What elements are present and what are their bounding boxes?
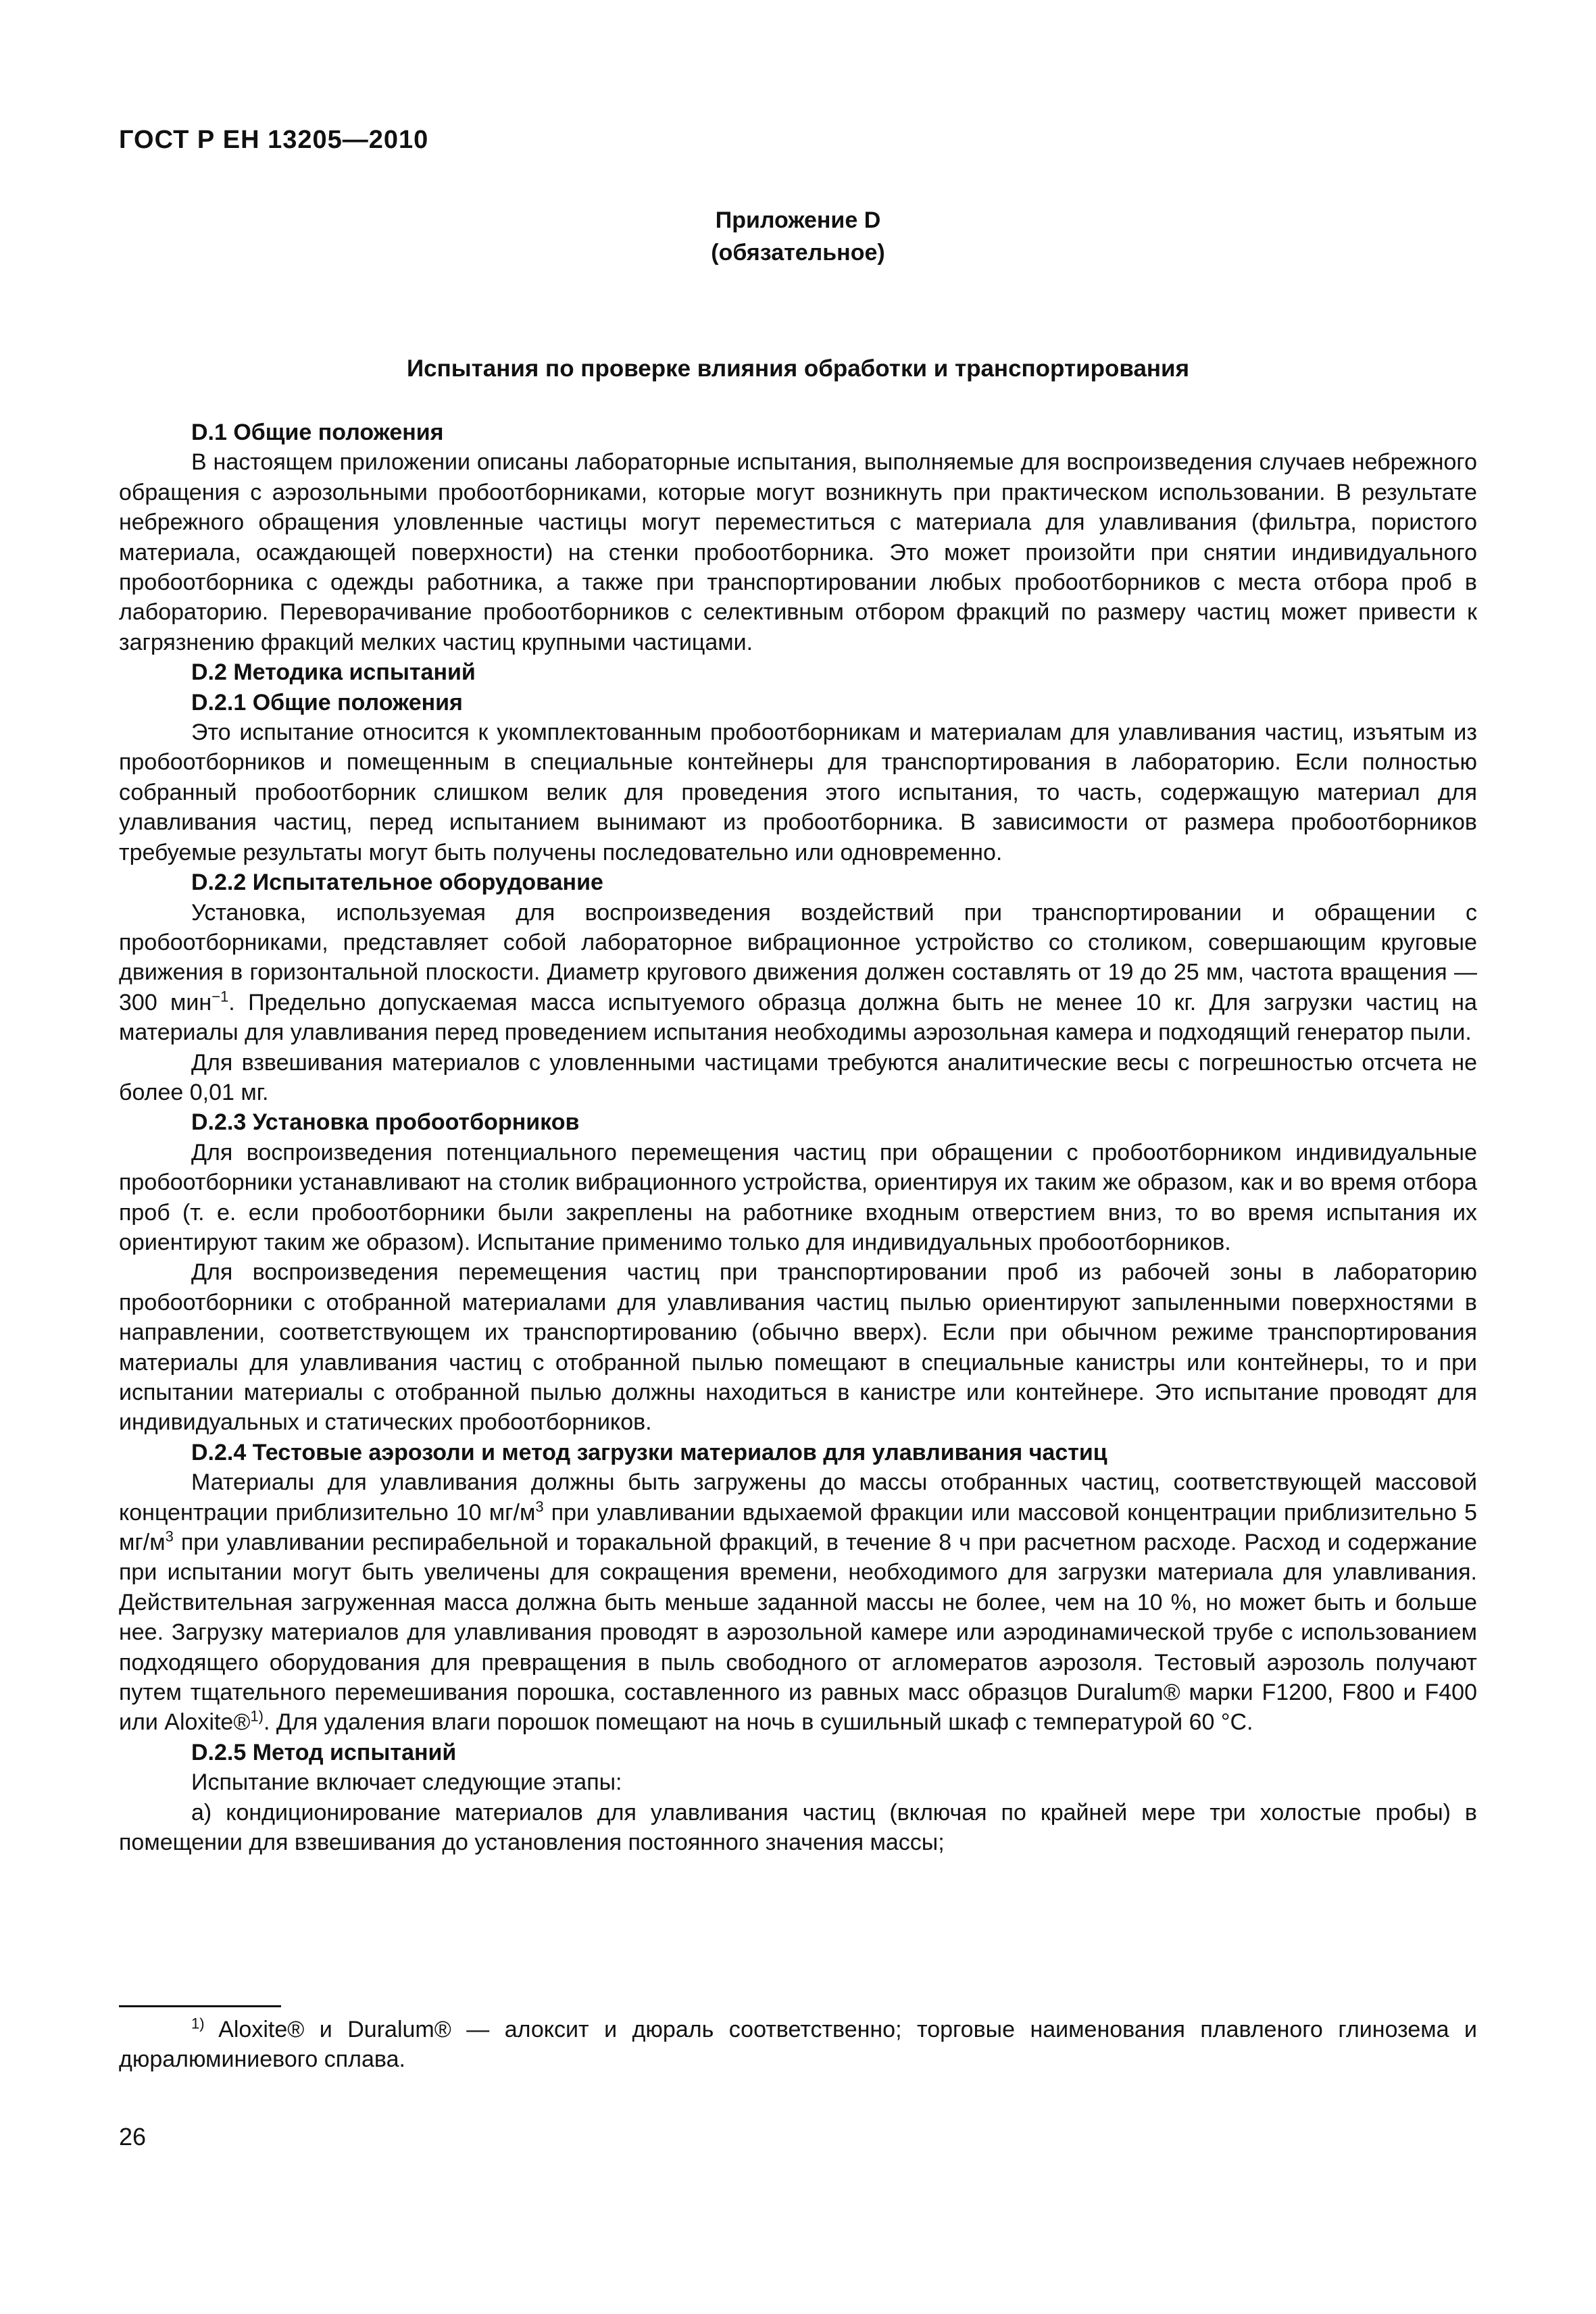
paragraph: В настоящем приложении описаны лабораторные испытания, выполняемые для воспроизведения случаев небрежного обращения с аэрозольными пробоотборниками, которые могут возникнуть при практическом использовании. В результате небрежного обращения уловленные частицы могут переместиться с материала для улавливания (фильтра, пористого материала, осаждающей поверхности) на стенки пробоотборника. Это может произойти при снятии индивидуального пробоотборника с одежды работника, а также при транспортировании любых пробоотборников с места отбора проб в лабораторию. Переворачивание пробоотборников с селективным отбором фракций по размеру частиц может привести к загрязнению фракций мелких частиц крупными частицами. <box>119 449 1477 655</box>
paragraph <box>119 1467 1477 1738</box>
section-heading-d24: D.2.4 Тестовые аэрозоли и метод загрузки материалов для улавливания частиц <box>191 1439 1107 1465</box>
paragraph: Для воспроизведения перемещения частиц при транспортировании проб из рабочей зоны в лабораторию пробоотборники с отобранной материалами для улавливания частиц пылью ориентируют запыленными поверхностями в направлении, соответствующем их транспортированию (обычно вверх). Если при обычном режиме транспортирования материалы для улавливания частиц с отобранной пылью помещают в специальные канистры или контейнеры, то и при испытании материалы с отобранной пылью должны находиться в канистре или контейнере. Это испытание проводят для индивидуальных и статических пробоотборников. <box>119 1259 1477 1436</box>
text-run: Установка, используемая для воспроизведения воздействий при транспортировании и обращении с пробоотборниками, представляет собой лабораторное вибрационное устройство со столиком, совершающим круговые движения в горизонтальной плоскости. Диаметр кругового движения должен составлять от 19 до 25 мм, частота вращения — 300 мин <box>119 899 1477 1015</box>
section-heading-d22: D.2.2 Испытательное оборудование <box>191 870 603 896</box>
footnote-reference: 1) <box>250 1708 264 1726</box>
annex-header <box>0 204 1596 269</box>
annex-status: (обязательное) <box>711 240 885 266</box>
text-run: . Для удаления влаги порошок помещают на ночь в сушильный шкаф с температурой 60 °С. <box>263 1709 1253 1736</box>
footnote-separator <box>119 2005 281 2007</box>
section-heading-d25: D.2.5 Метод испытаний <box>191 1739 457 1765</box>
paragraph <box>119 898 1477 1048</box>
section-heading-d21: D.2.1 Общие положения <box>191 689 463 715</box>
text-run: при улавливании вдыхаемой фракции или массовой концентрации приблизительно 5 мг/м <box>119 1499 1477 1556</box>
annex-title: Испытания по проверке влияния обработки и транспортирования <box>407 355 1189 382</box>
section-heading-d2: D.2 Методика испытаний <box>191 659 476 686</box>
superscript: −1 <box>211 988 229 1005</box>
footnote-text: Aloxite® и Duralum® — алоксит и дюраль соответственно; торговые наименования плавленого глинозема и дюралюминиевого сплава. <box>119 2017 1477 2073</box>
section-heading-d23: D.2.3 Установка пробоотборников <box>191 1109 580 1136</box>
paragraph: Для воспроизведения потенциального перемещения частиц при обращении с пробоотборником индивидуальные пробоотборники устанавливают на столик вибрационного устройства, ориентируя их таким же образом, как и во время отбора проб (т. е. если пробоотборники были закреплены на работнике входным отверстием вниз, то во время испытания их ориентируют таким же образом). Испытание применимо только для индивидуальных пробоотборников. <box>119 1139 1477 1255</box>
text-run: при улавливании респирабельной и торакальной фракций, в течение 8 ч при расчетном расходе. Расход и содержание при испытании могут быть увеличены для сокращения времени, необходимого для загрузки материала для улавливания. Действительная загруженная масса должна быть меньше заданной массы не более, чем на 10 %, но может быть и больше нее. Загрузку материалов для улавливания проводят в аэрозольной камере или аэродинамической трубе с использованием подходящего оборудования для превращения в пыль свободного от агломератов аэрозоля. Тестовый аэрозоль получают путем тщательного перемешивания порошка, составленного из равных масс образцов Duralum® марки F1200, F800 и F400 или Aloxite® <box>119 1530 1477 1736</box>
section-heading-d1: D.1 Общие положения <box>191 420 444 445</box>
text-run: . Предельно допускаемая масса испытуемого образца должна быть не менее 10 кг. Для загрузки частиц на материалы для улавливания перед проведением испытания необходимы аэрозольная камера и подходящий генератор пыли. <box>119 989 1477 1046</box>
paragraph: Это испытание относится к укомплектованным пробоотборникам и материалам для улавливания частиц, изъятым из пробоотборников и помещенным в специальные контейнеры для транспортирования в лабораторию. Если полностью собранный пробоотборник слишком велик для проведения этого испытания, то часть, содержащую материал для улавливания частиц, перед испытанием вынимают из пробоотборника. В зависимости от размера пробоотборников требуемые результаты могут быть получены последовательно или одновременно. <box>119 720 1477 865</box>
footnote-marker: 1) <box>191 2015 205 2032</box>
document-code: ГОСТ Р ЕН 13205—2010 <box>119 126 429 154</box>
annex-label: Приложение D <box>715 207 881 233</box>
page-number: 26 <box>119 2123 147 2150</box>
superscript: 3 <box>535 1498 544 1515</box>
text-run: Материалы для улавливания должны быть загружены до массы отобранных частиц, соответствующей массовой концентрации приблизительно 10 мг/м <box>119 1469 1477 1526</box>
footnote <box>119 2015 1477 2075</box>
superscript: 3 <box>165 1528 174 1545</box>
document-body <box>119 418 1477 1858</box>
paragraph: Испытание включает следующие этапы: <box>191 1769 622 1796</box>
list-item: а) кондиционирование материалов для улавливания частиц (включая по крайней мере три холостые пробы) в помещении для взвешивания до установления постоянного значения массы; <box>119 1799 1477 1856</box>
paragraph: Для взвешивания материалов с уловленными частицами требуются аналитические весы с погрешностью отсчета не более 0,01 мг. <box>119 1049 1477 1105</box>
